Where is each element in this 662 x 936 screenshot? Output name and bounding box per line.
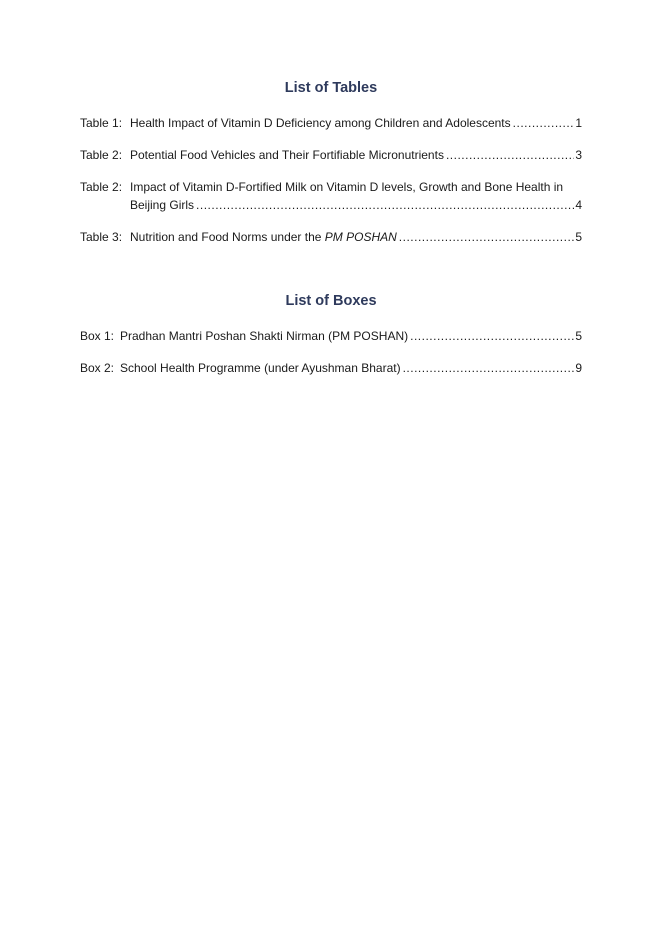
toc-entry-box-2[interactable]	[80, 359, 582, 377]
entry-title: School Health Programme (under Ayushman Bharat)	[120, 361, 401, 375]
entry-page-number: 5	[575, 329, 582, 343]
entry-title	[130, 228, 397, 246]
entry-page-number: 9	[575, 361, 582, 375]
dot-leader	[446, 146, 574, 164]
entry-label: Box 2:	[80, 361, 115, 375]
entry-page-number: 4	[575, 198, 582, 212]
entry-title: Potential Food Vehicles and Their Fortifiable Micronutrients	[130, 148, 444, 162]
toc-entry-table-1[interactable]	[80, 114, 582, 132]
toc-entry-table-3[interactable]	[80, 228, 582, 246]
entry-title: Health Impact of Vitamin D Deficiency among Children and Adolescents	[130, 116, 511, 130]
dot-leader	[410, 327, 574, 345]
dot-leader	[403, 359, 575, 377]
entry-label: Table 3:	[80, 230, 123, 244]
entry-page-number: 5	[575, 230, 582, 244]
entry-label: Table 2:	[80, 148, 123, 162]
entry-title-prefix: Nutrition and Food Norms under the	[130, 230, 325, 244]
toc-entry-box-1[interactable]	[80, 327, 582, 345]
entry-page-number: 3	[575, 148, 582, 162]
entry-title-line-1: Impact of Vitamin D-Fortified Milk on Vitamin D levels, Growth and Bone Health in	[130, 180, 564, 194]
entry-title-line-2: Beijing Girls	[130, 198, 195, 212]
entry-label: Table 1:	[80, 116, 123, 130]
dot-leader	[399, 228, 575, 246]
list-of-tables-heading: List of Tables	[284, 80, 378, 96]
entry-title-emphasis: PM POSHAN	[324, 230, 397, 244]
toc-entry-table-2[interactable]	[80, 146, 582, 164]
entry-label: Table 2:	[80, 180, 123, 194]
dot-leader	[513, 114, 575, 132]
entry-page-number: 1	[575, 116, 582, 130]
list-of-boxes-heading: List of Boxes	[285, 293, 377, 309]
entry-title: Pradhan Mantri Poshan Shakti Nirman (PM POSHAN)	[120, 329, 409, 343]
entry-label: Box 1:	[80, 329, 115, 343]
dot-leader	[196, 196, 574, 214]
toc-entry-table-2b[interactable]	[80, 178, 582, 214]
